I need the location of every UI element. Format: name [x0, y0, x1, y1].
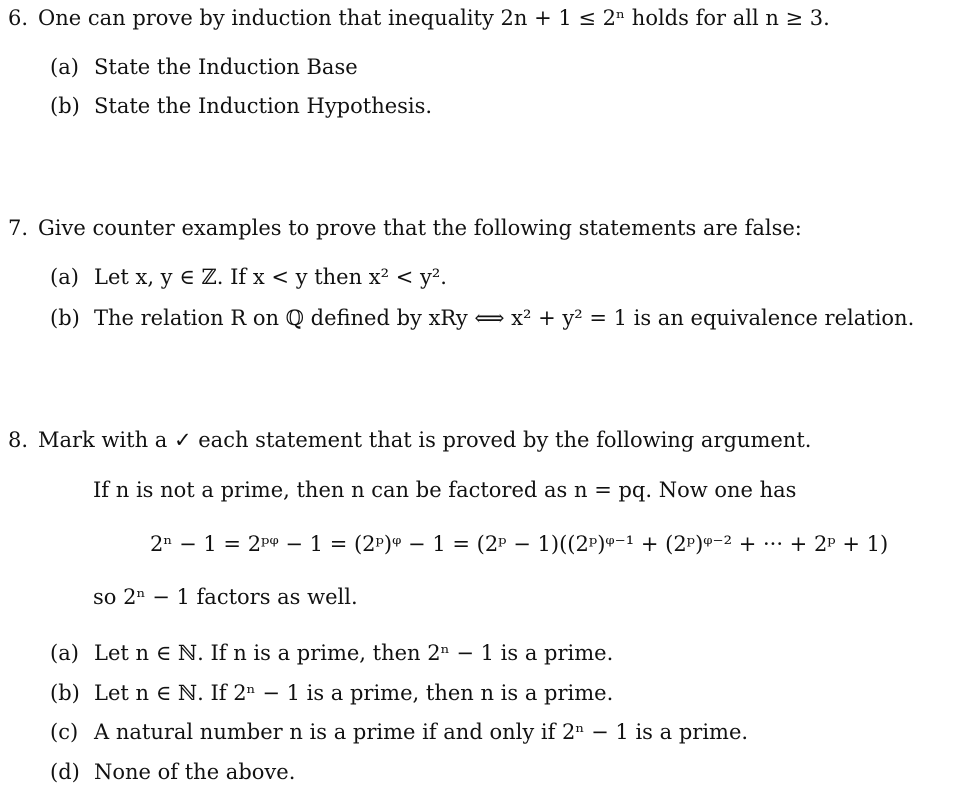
part-label: (b): [50, 681, 80, 705]
question-8-part-a: [50, 641, 613, 666]
part-text: None of the above.: [94, 760, 296, 784]
question-7-text: Give counter examples to prove that the following statements are false:: [38, 216, 802, 240]
question-7-part-b: [50, 306, 914, 331]
question-6-part-b: [50, 94, 432, 119]
question-8-part-d: [50, 760, 295, 785]
argument-equation: 2ⁿ − 1 = 2ᵖᵠ − 1 = (2ᵖ)ᵠ − 1 = (2ᵖ − 1)((2ᵖ)ᵠ⁻¹ + (2ᵖ)ᵠ⁻² + ··· + 2ᵖ + 1): [150, 532, 889, 556]
question-6-part-a: [50, 55, 358, 80]
question-7-number: 7.: [8, 216, 29, 240]
part-text: Let n ∈ ℕ. If n is a prime, then 2ⁿ − 1 is a prime.: [94, 641, 614, 665]
question-7: [8, 216, 802, 241]
question-8-part-c: [50, 720, 748, 745]
argument-conclusion: so 2ⁿ − 1 factors as well.: [93, 585, 358, 609]
question-6-text: One can prove by induction that inequality 2n + 1 ≤ 2ⁿ holds for all n ≥ 3.: [38, 6, 830, 30]
part-text: Let n ∈ ℕ. If 2ⁿ − 1 is a prime, then n is a prime.: [94, 681, 614, 705]
part-text: A natural number n is a prime if and only if 2ⁿ − 1 is a prime.: [94, 720, 749, 744]
part-text: Let x, y ∈ ℤ. If x < y then x² < y².: [94, 265, 447, 289]
part-label: (a): [50, 641, 79, 665]
argument-intro: If n is not a prime, then n can be factored as n = pq. Now one has: [93, 478, 797, 502]
question-8-part-b: [50, 681, 613, 706]
part-label: (c): [50, 720, 79, 744]
part-label: (b): [50, 306, 80, 330]
question-8-number: 8.: [8, 428, 29, 452]
question-7-part-a: [50, 265, 447, 290]
part-text: State the Induction Hypothesis.: [94, 94, 433, 118]
question-8: [8, 428, 811, 453]
part-label: (a): [50, 265, 79, 289]
part-label: (d): [50, 760, 80, 784]
part-label: (b): [50, 94, 80, 118]
part-text: The relation R on ℚ defined by xRy ⟺ x² + y² = 1 is an equivalence relation.: [94, 306, 915, 330]
question-6: [8, 6, 830, 31]
question-6-number: 6.: [8, 6, 29, 30]
question-8-text: Mark with a ✓ each statement that is proved by the following argument.: [38, 428, 812, 452]
part-label: (a): [50, 55, 79, 79]
part-text: State the Induction Base: [94, 55, 358, 79]
